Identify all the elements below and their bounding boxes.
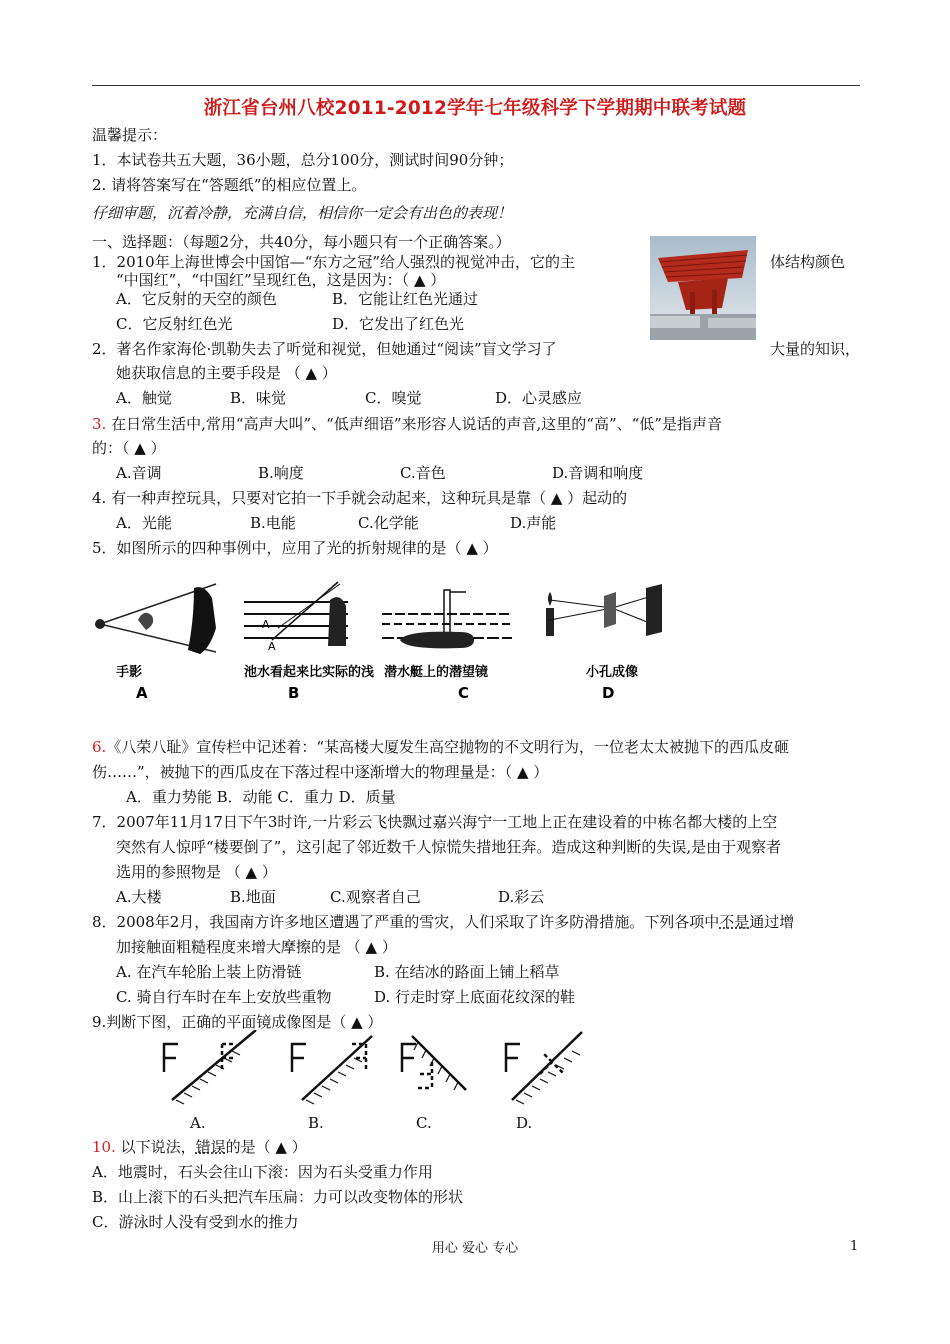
q2-line2: 她获取信息的主要手段是 （ ▲ ） [116, 364, 337, 382]
q10-option-c: C．游泳时人没有受到水的推力 [92, 1213, 299, 1231]
q10-option-b: B．山上滚下的石头把汽车压扁：力可以改变物体的形状 [92, 1188, 464, 1206]
q5-figure [86, 580, 696, 712]
q9-line1: 9.判断下图，正确的平面镜成像图是（ ▲ ） [92, 1013, 383, 1031]
q5-caption-a: 手影 [116, 665, 143, 680]
q8-text-c: 通过增 [749, 913, 795, 931]
q1-option-d: D．它发出了红色光 [332, 315, 465, 333]
q7-line1: 7．2007年11月17日下午3时许,一片彩云飞快飘过嘉兴海宁一工地上正在建设着的中栋名都大楼的上空 [92, 813, 778, 831]
q7-line2: 突然有人惊呼“楼要倒了”，这引起了邻近数千人惊慌失措地狂奔。造成这种判断的失误,是由于观察者 [116, 838, 782, 856]
q9-label-c: C. [416, 1114, 432, 1132]
q4-line1: 4. 有一种声控玩具，只要对它拍一下手就会动起来，这种玩具是靠（ ▲ ）起动的 [92, 489, 628, 507]
encouragement: 仔细审题，沉着冷静，充满自信，相信你一定会有出色的表现！ [92, 204, 513, 222]
q10-number: 10. [92, 1138, 116, 1156]
tips-heading: 温馨提示： [92, 126, 168, 144]
q10-emphasis: 错误 [195, 1138, 226, 1156]
q5-letter-a: A [136, 684, 148, 702]
q1-line2: “中国红”，“中国红”呈现红色，这是因为：（ ▲ ） [116, 271, 446, 289]
q9-label-d: D. [516, 1114, 533, 1132]
q4-option-a: A．光能 [116, 514, 172, 532]
q10-text-c: 的是（ ▲ ） [225, 1138, 307, 1156]
q3-line1 [92, 414, 722, 434]
q1-line1-right: 体结构颜色 [770, 253, 846, 271]
page-title: 浙江省台州八校2011-2012学年七年级科学下学期期中联考试题 [203, 98, 747, 119]
header-rule [92, 85, 860, 86]
q7-option-a: A.大楼 [116, 888, 162, 906]
q1-line1: 1．2010年上海世博会中国馆—“东方之冠”给人强烈的视觉冲击，它的主 [92, 253, 576, 271]
q2-option-d: D．心灵感应 [495, 389, 583, 407]
q2-option-b: B．味觉 [230, 389, 287, 407]
q2-option-c: C．嗅觉 [365, 389, 422, 407]
q6-number: 6. [92, 738, 107, 756]
q6-line1 [92, 737, 789, 757]
fig-b-pool [244, 582, 348, 653]
q5-letter-b: B [288, 684, 300, 702]
q7-option-c: C.观察者自己 [330, 888, 421, 906]
q8-line2: 加接触面粗糙程度来增大摩擦的是 （ ▲ ） [116, 938, 397, 956]
q3-option-b: B.响度 [258, 464, 304, 482]
q5-line1: 5．如图所示的四种事例中，应用了光的折射规律的是（ ▲ ） [92, 539, 498, 557]
tip-2: 2. 请将答案写在“答题纸”的相应位置上。 [92, 176, 367, 194]
q3-line2: 的：（ ▲ ） [92, 439, 166, 457]
q5-letter-d: D [602, 684, 615, 702]
q1-option-c: C．它反射红色光 [116, 315, 233, 333]
q5-caption-c: 潜水艇上的潜望镜 [384, 665, 489, 680]
q1-option-a: A．它反射的天空的颜色 [116, 290, 277, 308]
q8-option-d: D. 行走时穿上底面花纹深的鞋 [374, 988, 576, 1006]
q2-line1: 2．著名作家海伦·凯勒失去了听觉和视觉，但她通过“阅读”盲文学习了 [92, 340, 557, 358]
q9-label-a: A. [190, 1114, 206, 1132]
page-number: 1 [850, 1239, 859, 1254]
q4-option-c: C.化学能 [358, 514, 419, 532]
china-pavilion-photo [650, 236, 756, 340]
q7-option-b: B.地面 [230, 888, 276, 906]
q2-line1-right: 大量的知识， [770, 340, 861, 358]
q3-option-d: D.音调和响度 [552, 464, 644, 482]
q5-caption-b: 池水看起来比实际的浅 [244, 665, 375, 680]
q9-mirror-figure [156, 1030, 606, 1106]
q6-text: 《八荣八耻》宣传栏中记述着：“某高楼大厦发生高空抛物的不文明行为，一位老太太被抛下的西瓜皮砸 [106, 738, 789, 756]
q2-option-a: A．触觉 [116, 389, 172, 407]
q10-line1 [92, 1137, 307, 1157]
q4-option-d: D.声能 [510, 514, 557, 532]
fig-d-pinhole [546, 584, 662, 636]
q8-option-c: C. 骑自行车时在车上安放些重物 [116, 988, 332, 1006]
q4-option-b: B.电能 [250, 514, 296, 532]
tip-1: 1．本试卷共五大题，36小题，总分100分，测试时间90分钟； [92, 151, 514, 169]
q8-emphasis: 不是 [719, 913, 750, 931]
q5-letter-c: C [458, 684, 470, 702]
q3-text: 在日常生活中,常用“高声大叫”、“低声细语”来形容人说话的声音,这里的“高”、“低”是指声音 [106, 415, 722, 433]
q10-option-a: A．地震时，石头会往山下滚：因为石头受重力作用 [92, 1163, 433, 1181]
q7-option-d: D.彩云 [498, 888, 545, 906]
svg-text:A: A [268, 640, 276, 653]
q5-caption-d: 小孔成像 [586, 665, 639, 680]
q1-option-b: B．它能让红色光通过 [332, 290, 479, 308]
q8-line1 [92, 912, 794, 932]
page-footer: 用心 爱心 专心 [431, 1241, 519, 1256]
q10-text-a: 以下说法， [115, 1138, 196, 1156]
fig-c-periscope [382, 590, 512, 648]
q7-line3: 选用的参照物是 （ ▲ ） [116, 863, 277, 881]
q3-number: 3. [92, 415, 107, 433]
q3-option-a: A.音调 [116, 464, 162, 482]
q8-text-a: 8．2008年2月，我国南方许多地区遭遇了严重的雪灾，人们采取了许多防滑措施。下列各项中 [92, 913, 720, 931]
q8-option-b: B. 在结冰的路面上铺上稻草 [374, 963, 560, 981]
q3-option-c: C.音色 [400, 464, 446, 482]
q9-label-b: B. [308, 1114, 324, 1132]
q6-options: A．重力势能 B．动能 C．重力 D．质量 [126, 788, 396, 806]
q8-option-a: A. 在汽车轮胎上装上防滑链 [116, 963, 302, 981]
fig-a-hand-shadow [95, 584, 216, 654]
section-heading: 一、选择题：（每题2分，共40分，每小题只有一个正确答案。） [92, 233, 511, 251]
q6-line2: 伤……”，被抛下的西瓜皮在下落过程中逐渐增大的物理量是：（ ▲ ） [92, 763, 549, 781]
svg-text:A: A [262, 618, 270, 631]
